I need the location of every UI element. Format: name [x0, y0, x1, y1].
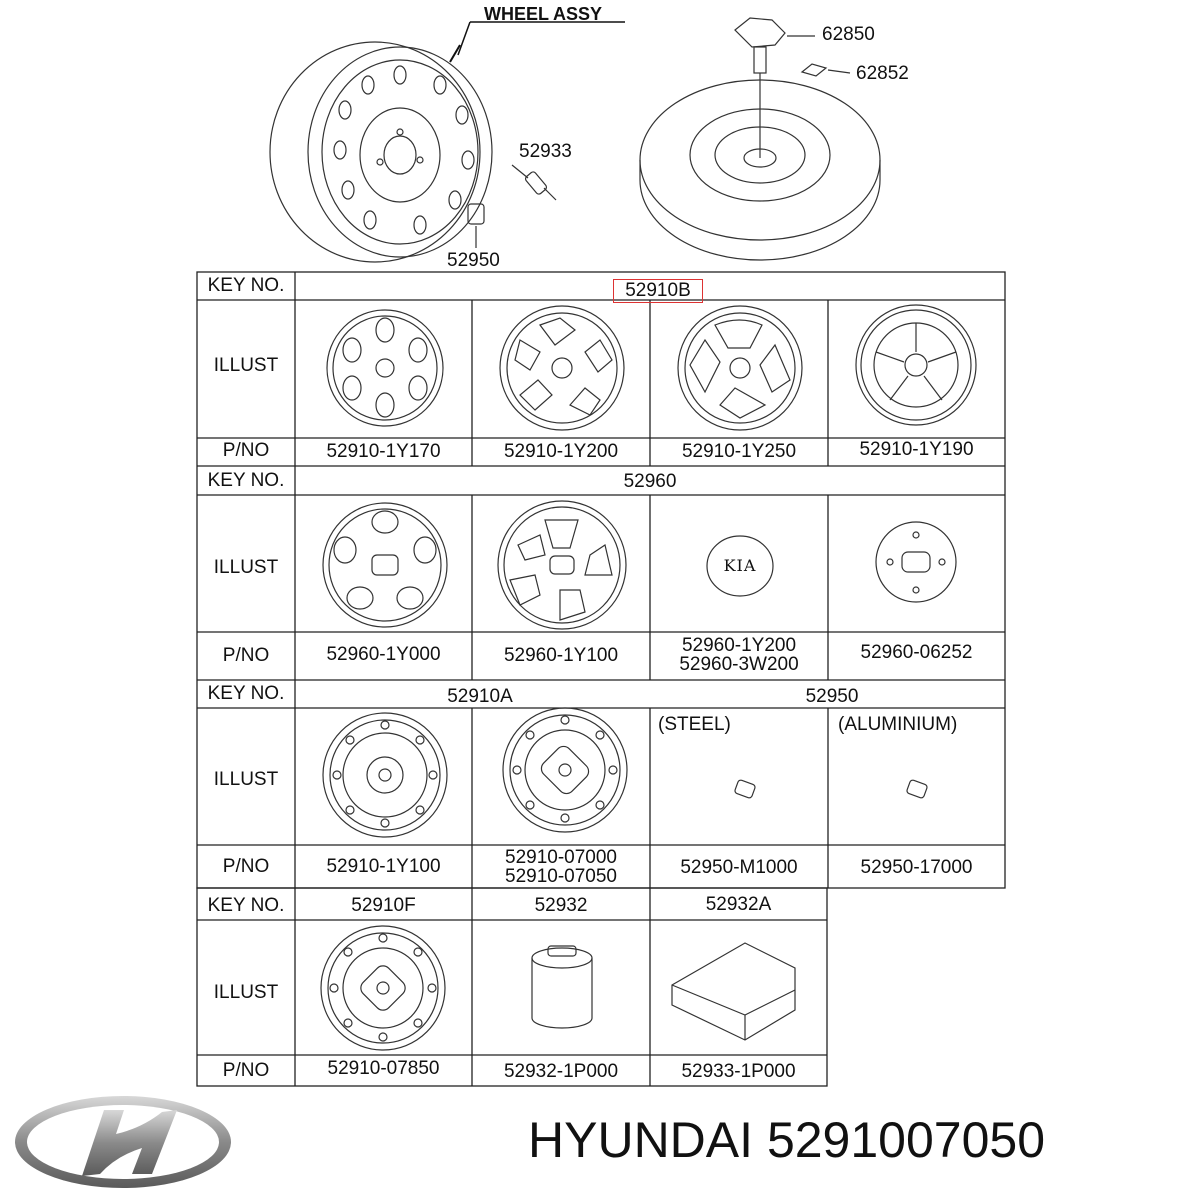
callout-52950: 52950 — [447, 250, 500, 271]
cap-52960-06252 — [876, 522, 956, 602]
key-52932: 52932 — [534, 895, 588, 916]
brand-name: HYUNDAI — [528, 1112, 754, 1168]
part-52910-1Y100: 52910-1Y100 — [326, 856, 441, 877]
brand-and-part-number — [528, 1110, 1045, 1170]
key-52910F: 52910F — [351, 895, 416, 916]
key-no-label: KEY NO. — [207, 895, 285, 916]
illust-label: ILLUST — [213, 355, 279, 376]
part-52960-06252: 52960-06252 — [860, 642, 973, 663]
steel-wheel-52910-1Y100 — [323, 713, 447, 837]
part-52910-1Y200: 52910-1Y200 — [503, 441, 619, 462]
part-52910-07050: 52910-07050 — [505, 866, 617, 887]
steel-wheel-52910-07050 — [503, 708, 627, 832]
canister-52932-1P000 — [532, 946, 592, 1028]
pno-label: P/NO — [222, 440, 270, 461]
callout-52933: 52933 — [519, 141, 572, 162]
part-52910-07850: 52910-07850 — [327, 1058, 440, 1079]
part-52960-1Y100: 52960-1Y100 — [503, 645, 619, 666]
hyundai-logo — [12, 1092, 234, 1192]
key-no-label: KEY NO. — [207, 470, 285, 491]
note-aluminium: (ALUMINIUM) — [838, 714, 958, 735]
wheel-assy-label: WHEEL ASSY — [484, 4, 603, 24]
part-52950-M1000: 52950-M1000 — [680, 857, 798, 878]
note-steel: (STEEL) — [658, 714, 731, 735]
wheel-52910-1Y190 — [856, 305, 976, 425]
wheel-52910-1Y170 — [327, 310, 443, 426]
valve-illustration — [512, 165, 556, 200]
part-52932-1P000: 52932-1P000 — [503, 1061, 619, 1082]
nut-52950-17000 — [906, 779, 928, 798]
kia-cap-text: KIA — [723, 556, 757, 575]
steel-wheel-52910-07850 — [321, 926, 445, 1050]
pno-label: P/NO — [222, 1060, 270, 1081]
part-52933-1P000: 52933-1P000 — [681, 1061, 796, 1082]
part-52910-1Y190: 52910-1Y190 — [859, 439, 974, 460]
part-52960-1Y000: 52960-1Y000 — [326, 644, 441, 665]
part-52910-1Y170: 52910-1Y170 — [326, 441, 441, 462]
wheel-52910-1Y250 — [678, 306, 802, 430]
wheel-52910-1Y200 — [500, 306, 624, 430]
callout-62850: 62850 — [822, 24, 875, 45]
key-52910A: 52910A — [447, 686, 513, 707]
illust-label: ILLUST — [213, 557, 279, 578]
illust-label: ILLUST — [213, 982, 279, 1003]
part-number: 5291007050 — [766, 1112, 1046, 1168]
wheelcover-52960-1Y000 — [323, 503, 447, 627]
part-52960-3W200: 52960-3W200 — [679, 654, 799, 675]
key-no-label: KEY NO. — [207, 275, 285, 296]
illust-label: ILLUST — [213, 769, 279, 790]
key-52960: 52960 — [623, 471, 677, 492]
key-52932A: 52932A — [705, 894, 772, 915]
pno-label: P/NO — [222, 645, 270, 666]
kit-box-52933-1P000 — [672, 943, 795, 1040]
part-52910-07000: 52910-07000 — [505, 847, 617, 868]
part-52950-17000: 52950-17000 — [860, 857, 973, 878]
pno-label: P/NO — [222, 856, 270, 877]
callout-62852: 62852 — [856, 63, 909, 84]
part-52910-1Y250: 52910-1Y250 — [681, 441, 797, 462]
wheelcover-52960-1Y100 — [498, 501, 626, 629]
parts-table-grid — [197, 272, 1005, 1086]
part-52960-1Y200: 52960-1Y200 — [681, 635, 797, 656]
spare-tire-illustration — [640, 18, 880, 260]
nut-52950-M1000 — [734, 779, 756, 798]
key-52910B: 52910B — [613, 279, 703, 303]
key-no-label: KEY NO. — [207, 683, 285, 704]
key-52950: 52950 — [805, 686, 859, 707]
